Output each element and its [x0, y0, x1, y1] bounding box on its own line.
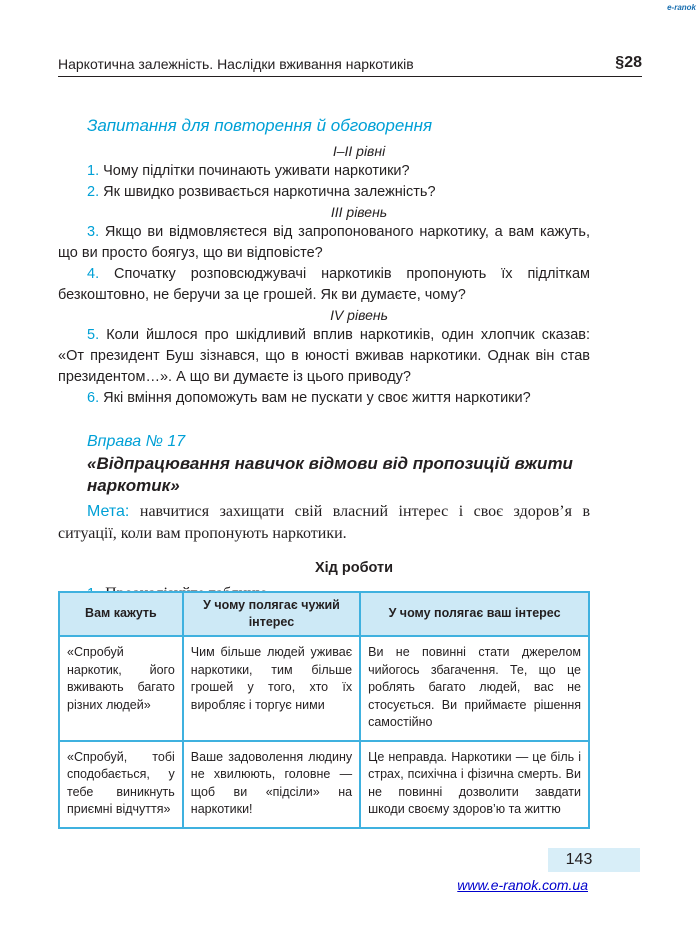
review-section-title: Запитання для повторення й обговорення	[87, 116, 433, 135]
question-number: 2.	[87, 184, 100, 200]
question-number: 6.	[87, 390, 100, 406]
question-item	[58, 182, 590, 203]
paragraph-number: §28	[615, 54, 642, 71]
table-cell: «Спробуй, тобі сподобається, у тебе виникнуть приємні відчуття»	[59, 741, 183, 828]
level-label: I–II рівні	[332, 143, 386, 159]
table-cell: «Спробуй наркотик, його вживають багато різних людей»	[59, 636, 183, 741]
question-item	[58, 388, 590, 409]
goal-label: Мета:	[87, 503, 130, 520]
question-text: Як швидко розвивається наркотична залежність?	[103, 184, 436, 200]
exercise-title: «Відпрацювання навичок відмови від пропозицій вжити наркотик»	[87, 454, 573, 495]
question-item	[58, 325, 590, 388]
page-content	[58, 110, 590, 605]
work-title: Хід роботи	[314, 560, 394, 576]
table-cell: Чим більше людей уживає наркотики, тим більше грошей у того, хто їх виробляє і торгує ними	[183, 636, 360, 741]
table-header-cell: Вам кажуть	[59, 592, 183, 636]
page-number: 143	[565, 851, 593, 868]
table-header-row	[59, 592, 589, 636]
question-number: 1.	[87, 163, 100, 179]
question-text: Чому підлітки починають уживати наркотики?	[103, 163, 410, 179]
question-text: Коли йшлося про шкідливий вплив наркотиків, один хлопчик сказав: «От президент Буш зізнався, що в юності вживав наркотики. Однак він став президентом…». А що ви думаєте із цього приводу?	[58, 327, 590, 385]
running-header	[58, 54, 642, 77]
question-text: Спочатку розповсюджувачі наркотиків пропонують їх підліткам безкоштовно, не беручи за це грошей. Як ви думаєте, чому?	[58, 266, 590, 303]
question-text: Які вміння допоможуть вам не пускати у своє життя наркотики?	[103, 390, 531, 406]
exercise-label: Вправа № 17	[87, 433, 186, 450]
table-header-cell: У чому полягає ваш інтерес	[360, 592, 589, 636]
table-cell: Ви не повинні стати джерелом чийогось збагачення. Те, що це роблять багато людей, вас не стосується. Ви приймаєте рішення самостійно	[360, 636, 589, 741]
goal-text: навчитися захищати свій власний інтерес і своє здоров’я в ситуації, коли вам пропонують наркотики.	[58, 503, 591, 542]
question-number: 5.	[87, 327, 100, 343]
question-item	[58, 161, 590, 182]
table-cell: Ваше задоволення людину не хвилюють, головне — щоб ви «підсіли» на наркотики!	[183, 741, 360, 828]
table-row	[59, 741, 589, 828]
table-cell: Це неправда. Наркотики — це біль і страх, психічна і фізична смерть. Ви не повинні дозволити завдати шкоди своєму здоров’ю та життю	[360, 741, 589, 828]
question-text: Якщо ви відмовляєтеся від запропонованого наркотику, а вам кажуть, що ви просто боягуз, що ви відповісте?	[58, 224, 591, 261]
interest-table	[58, 591, 590, 829]
exercise-goal	[58, 501, 590, 545]
question-item	[58, 264, 590, 306]
level-label: III рівень	[330, 204, 388, 220]
header-title: Наркотична залежність. Наслідки вживання наркотиків	[58, 56, 414, 72]
question-item	[58, 222, 590, 264]
question-number: 4.	[87, 266, 100, 282]
table-header-cell: У чому полягає чужий інтерес	[183, 592, 360, 636]
table-row	[59, 636, 589, 741]
publisher-logo: e-ranok	[667, 3, 696, 12]
publisher-url-link[interactable]: www.e-ranok.com.ua	[457, 877, 588, 893]
level-label: IV рівень	[330, 307, 388, 323]
question-number: 3.	[87, 224, 100, 240]
